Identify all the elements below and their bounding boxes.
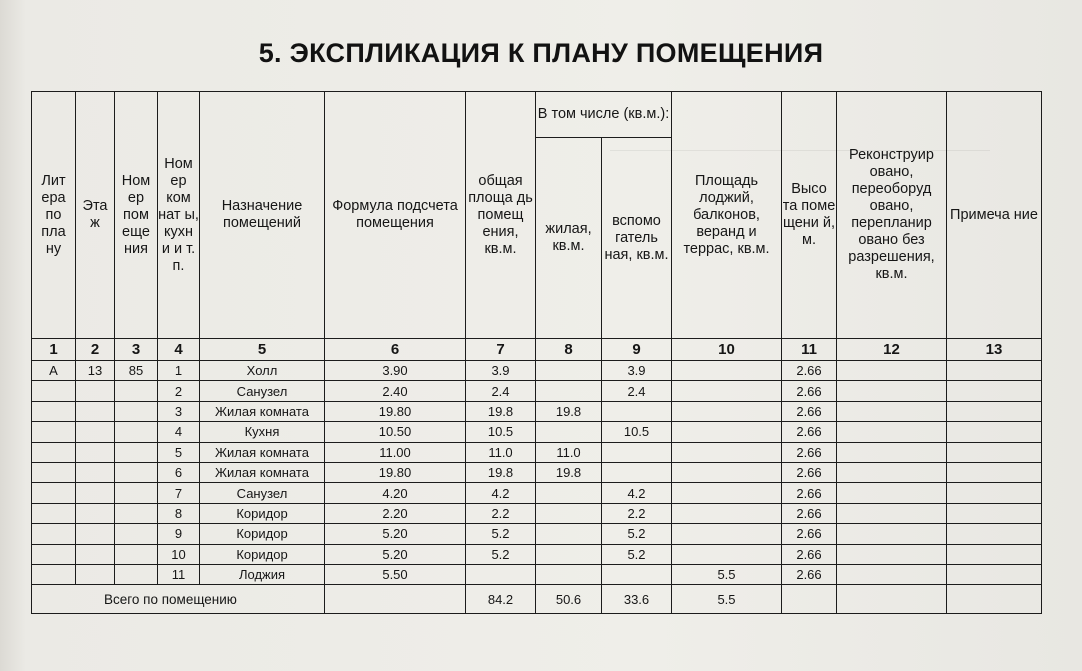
cell-room-number: 7 (158, 483, 200, 503)
cell-reconstructed (837, 544, 947, 564)
cell-room-number: 4 (158, 422, 200, 442)
cell-note (947, 381, 1042, 401)
cell-reconstructed (837, 585, 947, 614)
column-number: 12 (837, 339, 947, 361)
header-loggia-area: Площадь лоджий, балконов, веранд и террас, кв.м. (672, 92, 782, 339)
cell-living-area (536, 483, 602, 503)
cell-note (947, 483, 1042, 503)
cell-litera (32, 524, 76, 544)
column-number: 6 (325, 339, 466, 361)
totals-label: Всего по помещению (32, 585, 325, 614)
cell-note (947, 422, 1042, 442)
cell-reconstructed (837, 524, 947, 544)
cell-room-number: 11 (158, 564, 200, 584)
column-number: 1 (32, 339, 76, 361)
cell-room-number: 10 (158, 544, 200, 564)
cell-aux-area (602, 462, 672, 482)
cell-floor (76, 483, 115, 503)
cell-aux-area (602, 442, 672, 462)
cell-total-area: 11.0 (466, 442, 536, 462)
cell-formula: 2.20 (325, 503, 466, 523)
cell-reconstructed (837, 462, 947, 482)
cell-loggia-area (672, 503, 782, 523)
explication-table (31, 91, 1042, 614)
cell-litera (32, 503, 76, 523)
cell-living-area (536, 381, 602, 401)
cell-floor (76, 381, 115, 401)
cell-height: 2.66 (782, 483, 837, 503)
header-total-area: общая площа дь помещ ения, кв.м. (466, 92, 536, 339)
table-row (32, 462, 1042, 482)
cell-room-name: Лоджия (200, 564, 325, 584)
cell-reconstructed (837, 361, 947, 381)
cell-formula: 19.80 (325, 462, 466, 482)
cell-height: 2.66 (782, 544, 837, 564)
cell-height: 2.66 (782, 361, 837, 381)
cell-total-area: 19.8 (466, 462, 536, 482)
column-number: 10 (672, 339, 782, 361)
table-row (32, 524, 1042, 544)
cell-litera (32, 462, 76, 482)
cell-room-name: Коридор (200, 524, 325, 544)
cell-aux-area: 4.2 (602, 483, 672, 503)
cell-reconstructed (837, 422, 947, 442)
cell-room-number: 5 (158, 442, 200, 462)
cell-floor: 13 (76, 361, 115, 381)
column-number: 11 (782, 339, 837, 361)
column-number-row (32, 339, 1042, 361)
cell-living-area: 19.8 (536, 401, 602, 421)
table-row (32, 503, 1042, 523)
cell-litera (32, 483, 76, 503)
header-room-number: Ном ер ком нат ы, кухн и и т. п. (158, 92, 200, 339)
cell-floor (76, 503, 115, 523)
cell-total-area: 19.8 (466, 401, 536, 421)
cell-loggia-area (672, 462, 782, 482)
cell-height: 2.66 (782, 564, 837, 584)
table-row (32, 361, 1042, 381)
column-number: 9 (602, 339, 672, 361)
cell-total-area: 3.9 (466, 361, 536, 381)
cell-loggia-area (672, 483, 782, 503)
cell-room-name: Коридор (200, 503, 325, 523)
column-number: 4 (158, 339, 200, 361)
cell-living-area (536, 422, 602, 442)
cell-formula: 11.00 (325, 442, 466, 462)
cell-formula (325, 585, 466, 614)
header-living-area: жилая, кв.м. (536, 138, 602, 339)
column-number: 7 (466, 339, 536, 361)
cell-reconstructed (837, 442, 947, 462)
cell-height: 2.66 (782, 524, 837, 544)
cell-loggia-area (672, 524, 782, 544)
cell-room-name: Жилая комната (200, 401, 325, 421)
cell-litera: А (32, 361, 76, 381)
cell-room-name: Коридор (200, 544, 325, 564)
cell-formula: 4.20 (325, 483, 466, 503)
cell-aux-area: 2.4 (602, 381, 672, 401)
cell-room-name: Кухня (200, 422, 325, 442)
header-note: Примеча ние (947, 92, 1042, 339)
cell-reconstructed (837, 401, 947, 421)
cell-total-area: 2.4 (466, 381, 536, 401)
cell-total-area: 5.2 (466, 524, 536, 544)
cell-aux-area: 5.2 (602, 544, 672, 564)
cell-litera (32, 544, 76, 564)
cell-living-area (536, 524, 602, 544)
cell-room-number: 2 (158, 381, 200, 401)
cell-premise (115, 401, 158, 421)
table-row (32, 442, 1042, 462)
cell-reconstructed (837, 503, 947, 523)
total-area-sum: 84.2 (466, 585, 536, 614)
cell-aux-area (602, 401, 672, 421)
cell-premise (115, 462, 158, 482)
cell-litera (32, 442, 76, 462)
cell-premise (115, 564, 158, 584)
header-room-purpose: Назначение помещений (200, 92, 325, 339)
cell-height: 2.66 (782, 503, 837, 523)
cell-loggia-area (672, 401, 782, 421)
cell-note (947, 524, 1042, 544)
cell-premise: 85 (115, 361, 158, 381)
cell-floor (76, 462, 115, 482)
cell-living-area: 19.8 (536, 462, 602, 482)
header-premise-number: Ном ер пом еще ния (115, 92, 158, 339)
column-number: 8 (536, 339, 602, 361)
cell-litera (32, 422, 76, 442)
table-row (32, 564, 1042, 584)
cell-total-area: 5.2 (466, 544, 536, 564)
column-number: 5 (200, 339, 325, 361)
cell-height: 2.66 (782, 401, 837, 421)
document-title: 5. ЭКСПЛИКАЦИЯ К ПЛАНУ ПОМЕЩЕНИЯ (258, 38, 824, 68)
cell-room-name: Санузел (200, 483, 325, 503)
cell-formula: 5.50 (325, 564, 466, 584)
column-number: 3 (115, 339, 158, 361)
cell-loggia-area (672, 381, 782, 401)
cell-living-area (536, 564, 602, 584)
cell-total-area: 10.5 (466, 422, 536, 442)
cell-note (947, 401, 1042, 421)
cell-room-name: Жилая комната (200, 442, 325, 462)
header-floor: Эта ж (76, 92, 115, 339)
cell-loggia-area: 5.5 (672, 564, 782, 584)
table-row (32, 401, 1042, 421)
table-row (32, 483, 1042, 503)
cell-room-number: 1 (158, 361, 200, 381)
cell-room-name: Жилая комната (200, 462, 325, 482)
cell-floor (76, 524, 115, 544)
cell-living-area: 11.0 (536, 442, 602, 462)
living-area-sum: 50.6 (536, 585, 602, 614)
header-reconstructed: Реконструир овано, переоборуд овано, перепланир овано без разрешения, кв.м. (837, 92, 947, 339)
aux-area-sum: 33.6 (602, 585, 672, 614)
cell-note (947, 361, 1042, 381)
cell-reconstructed (837, 564, 947, 584)
cell-loggia-area (672, 361, 782, 381)
cell-note (947, 442, 1042, 462)
cell-height: 2.66 (782, 381, 837, 401)
cell-living-area (536, 503, 602, 523)
cell-floor (76, 564, 115, 584)
cell-formula: 3.90 (325, 361, 466, 381)
cell-aux-area (602, 564, 672, 584)
cell-room-number: 6 (158, 462, 200, 482)
cell-formula: 5.20 (325, 544, 466, 564)
totals-row (32, 585, 1042, 614)
cell-litera (32, 401, 76, 421)
cell-height: 2.66 (782, 462, 837, 482)
loggia-area-sum: 5.5 (672, 585, 782, 614)
cell-height: 2.66 (782, 422, 837, 442)
cell-premise (115, 422, 158, 442)
cell-premise (115, 483, 158, 503)
table-row (32, 422, 1042, 442)
cell-total-area: 4.2 (466, 483, 536, 503)
cell-room-name: Санузел (200, 381, 325, 401)
cell-premise (115, 381, 158, 401)
cell-premise (115, 544, 158, 564)
cell-note (947, 462, 1042, 482)
cell-room-number: 8 (158, 503, 200, 523)
table-row (32, 544, 1042, 564)
cell-living-area (536, 361, 602, 381)
cell-floor (76, 422, 115, 442)
cell-premise (115, 442, 158, 462)
cell-note (947, 503, 1042, 523)
cell-note (947, 544, 1042, 564)
cell-floor (76, 401, 115, 421)
cell-reconstructed (837, 381, 947, 401)
cell-premise (115, 503, 158, 523)
cell-premise (115, 524, 158, 544)
cell-loggia-area (672, 422, 782, 442)
header-group-including: В том числе (кв.м.): (536, 92, 672, 138)
cell-height: 2.66 (782, 442, 837, 462)
cell-litera (32, 381, 76, 401)
cell-formula: 2.40 (325, 381, 466, 401)
header-formula: Формула подсчета помещения (325, 92, 466, 339)
header-litera: Лит ера по пла ну (32, 92, 76, 339)
cell-floor (76, 544, 115, 564)
cell-room-number: 3 (158, 401, 200, 421)
cell-floor (76, 442, 115, 462)
cell-formula: 5.20 (325, 524, 466, 544)
cell-reconstructed (837, 483, 947, 503)
cell-room-number: 9 (158, 524, 200, 544)
header-auxiliary-area: вспомо гатель ная, кв.м. (602, 138, 672, 339)
cell-loggia-area (672, 442, 782, 462)
cell-room-name: Холл (200, 361, 325, 381)
cell-note (947, 585, 1042, 614)
cell-height (782, 585, 837, 614)
cell-living-area (536, 544, 602, 564)
cell-aux-area: 2.2 (602, 503, 672, 523)
cell-aux-area: 3.9 (602, 361, 672, 381)
column-number: 2 (76, 339, 115, 361)
cell-litera (32, 564, 76, 584)
cell-loggia-area (672, 544, 782, 564)
header-height: Высо та поме щени й, м. (782, 92, 837, 339)
cell-note (947, 564, 1042, 584)
table-row (32, 381, 1042, 401)
column-number: 13 (947, 339, 1042, 361)
cell-total-area (466, 564, 536, 584)
cell-aux-area: 5.2 (602, 524, 672, 544)
cell-formula: 19.80 (325, 401, 466, 421)
cell-aux-area: 10.5 (602, 422, 672, 442)
cell-total-area: 2.2 (466, 503, 536, 523)
cell-formula: 10.50 (325, 422, 466, 442)
